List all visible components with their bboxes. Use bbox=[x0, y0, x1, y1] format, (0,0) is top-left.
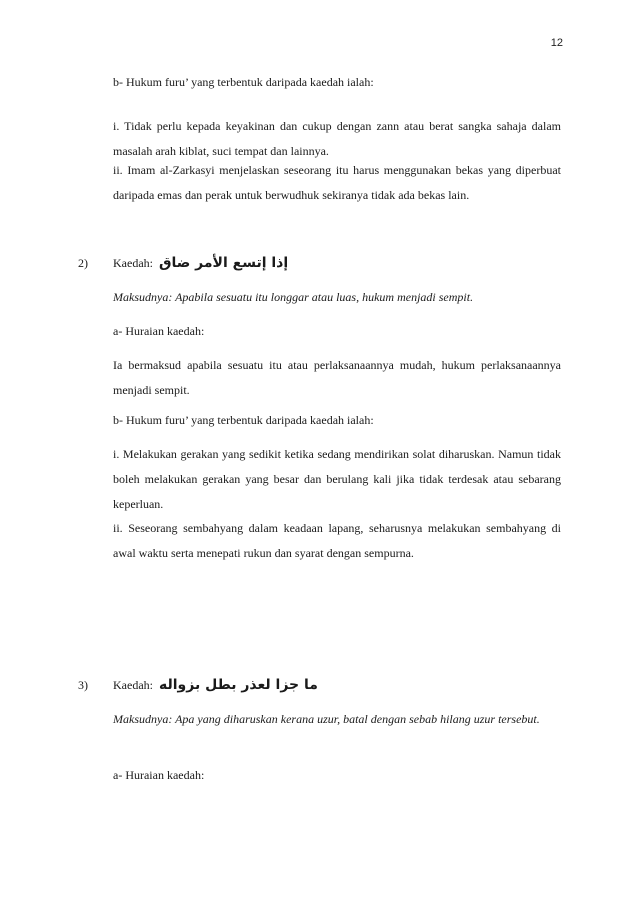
s3-kaedah-arabic: ما جزا لعذر بطل بزواله bbox=[158, 677, 318, 693]
s3-maksudnya: Maksudnya: Apa yang diharuskan kerana uzur, batal dengan sebab hilang uzur tersebut. bbox=[113, 712, 540, 726]
s1-item-ii: ii. Imam al-Zarkasyi menjelaskan seseorang itu harus menggunakan bekas yang diperbuat daripada emas dan perak untuk berwudhuk sekiranya tidak ada bekas lain. bbox=[113, 163, 561, 202]
s2-item-i: i. Melakukan gerakan yang sedikit ketika sedang mendirikan solat diharuskan. Namun tidak boleh melakukan gerakan yang besar dan berulang kali jika tidak terdesak atau sebarang keperluan. bbox=[113, 447, 561, 511]
s2-kaedah-arabic: إذا إتسع الأمر ضاق bbox=[158, 255, 289, 271]
s1-item-i: i. Tidak perlu kepada keyakinan dan cukup dengan zann atau berat sangka sahaja dalam masalah arah kiblat, suci tempat dan lainnya. bbox=[113, 119, 561, 158]
s2-kaedah-label: Kaedah: bbox=[113, 256, 153, 270]
s2-huraian-heading: a- Huraian kaedah: bbox=[113, 324, 205, 338]
s3-number: 3) bbox=[78, 678, 88, 692]
s2-item-ii: ii. Seseorang sembahyang dalam keadaan lapang, seharusnya melakukan sembahyang di awal waktu serta menepati rukun dan syarat dengan sempurna. bbox=[113, 521, 561, 560]
s3-huraian-heading: a- Huraian kaedah: bbox=[113, 768, 205, 782]
s2-hukum-heading: b- Hukum furu’ yang terbentuk daripada kaedah ialah: bbox=[113, 413, 374, 427]
s1-hukum-heading: b- Hukum furu’ yang terbentuk daripada kaedah ialah: bbox=[113, 75, 374, 89]
s2-number: 2) bbox=[78, 256, 88, 270]
s2-kaedah-line bbox=[113, 251, 561, 276]
s3-kaedah-line bbox=[113, 673, 561, 698]
page-number: 12 bbox=[550, 37, 563, 49]
s2-maksudnya: Maksudnya: Apabila sesuatu itu longgar atau luas, hukum menjadi sempit. bbox=[113, 290, 474, 304]
s2-huraian-text: Ia bermaksud apabila sesuatu itu atau perlaksanaannya mudah, hukum perlaksanaannya menjadi sempit. bbox=[113, 358, 561, 397]
s3-kaedah-label: Kaedah: bbox=[113, 678, 153, 692]
